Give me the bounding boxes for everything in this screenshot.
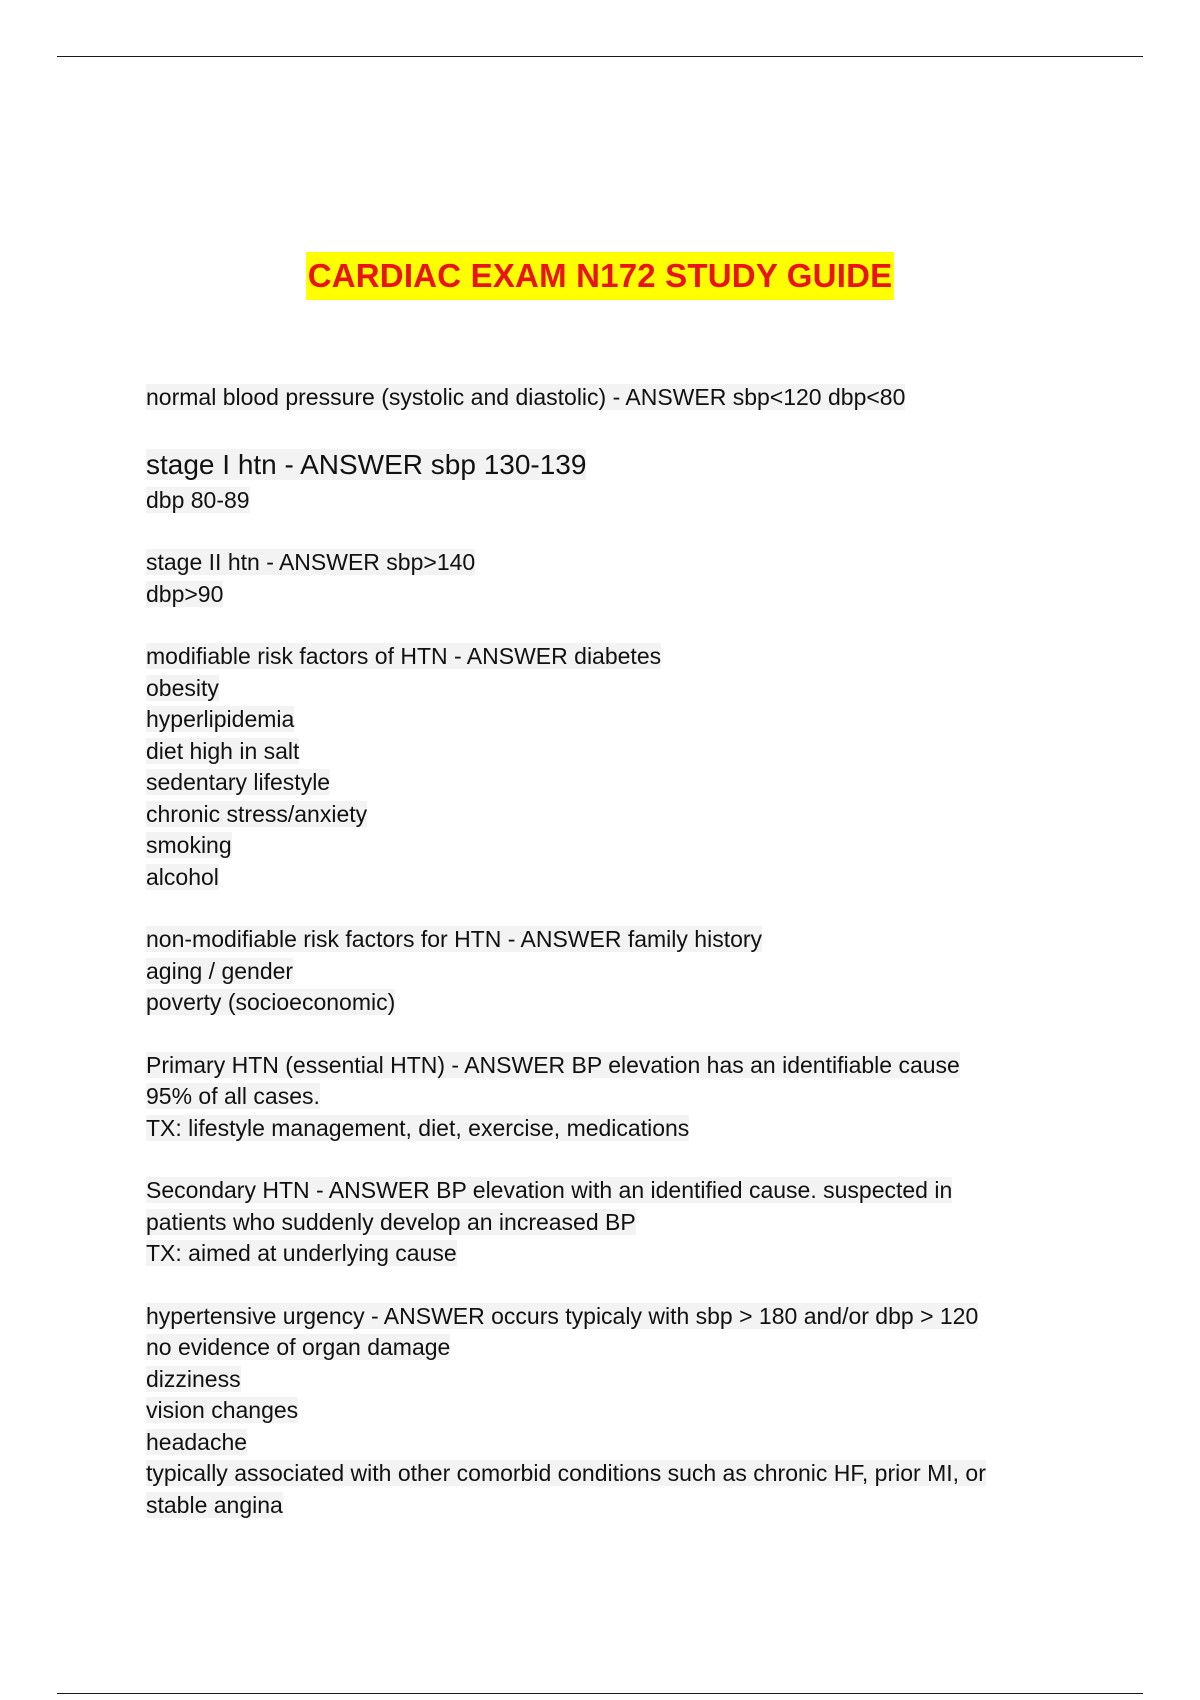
entry-line: chronic stress/anxiety <box>146 800 368 827</box>
top-rule <box>57 56 1143 57</box>
entry-line: no evidence of organ damage <box>146 1334 451 1360</box>
entry-line: stable angina <box>146 1491 283 1518</box>
entry-secondary-htn <box>146 1175 1046 1270</box>
entry-line: sedentary lifestyle <box>146 769 331 795</box>
entry-modifiable-risk-factors <box>146 641 1046 893</box>
entry-line: aging / gender <box>146 957 294 984</box>
entry-line: obesity <box>146 674 219 701</box>
entry-line: diet high in salt <box>146 737 300 764</box>
entry-line: stage I htn - ANSWER sbp 130-139 <box>146 448 587 480</box>
bottom-rule <box>57 1693 1143 1694</box>
entry-line: patients who suddenly develop an increased BP <box>146 1208 636 1235</box>
entry-line: smoking <box>146 832 232 858</box>
entry-line: stage II htn - ANSWER sbp>140 <box>146 549 476 575</box>
entry-line: TX: lifestyle management, diet, exercise, medications <box>146 1114 690 1141</box>
entry-line: TX: aimed at underlying cause <box>146 1240 457 1266</box>
entry-line: hyperlipidemia <box>146 706 295 732</box>
entry-line: dbp 80-89 <box>146 486 250 513</box>
entry-line: modifiable risk factors of HTN - ANSWER diabetes <box>146 643 662 669</box>
entry-non-modifiable-risk-factors <box>146 924 1046 1019</box>
entry-line: Primary HTN (essential HTN) - ANSWER BP elevation has an identifiable cause <box>146 1051 960 1078</box>
study-guide-body <box>146 382 1046 1552</box>
entry-line: dbp>90 <box>146 580 224 607</box>
entry-line: non-modifiable risk factors for HTN - ANSWER family history <box>146 926 763 952</box>
entry-hypertensive-urgency <box>146 1301 1046 1522</box>
entry-stage-2-htn <box>146 547 1046 610</box>
entry-line: dizziness <box>146 1365 241 1392</box>
entry-line: headache <box>146 1428 248 1455</box>
entry-line: normal blood pressure (systolic and diastolic) - ANSWER sbp<120 dbp<80 <box>146 384 906 410</box>
title-block <box>0 252 1200 300</box>
entry-line: typically associated with other comorbid conditions such as chronic HF, prior MI, or <box>146 1460 986 1486</box>
entry-line: poverty (socioeconomic) <box>146 989 396 1015</box>
entry-line: 95% of all cases. <box>146 1083 320 1109</box>
entry-line: hypertensive urgency - ANSWER occurs typicaly with sbp > 180 and/or dbp > 120 <box>146 1302 979 1329</box>
entry-line: Secondary HTN - ANSWER BP elevation with an identified cause. suspected in <box>146 1177 953 1203</box>
entry-primary-htn <box>146 1050 1046 1145</box>
entry-line: vision changes <box>146 1397 299 1423</box>
entry-normal-bp <box>146 382 1046 414</box>
document-title: CARDIAC EXAM N172 STUDY GUIDE <box>306 252 895 300</box>
entry-line: alcohol <box>146 863 219 890</box>
entry-stage-1-htn <box>146 445 1046 517</box>
